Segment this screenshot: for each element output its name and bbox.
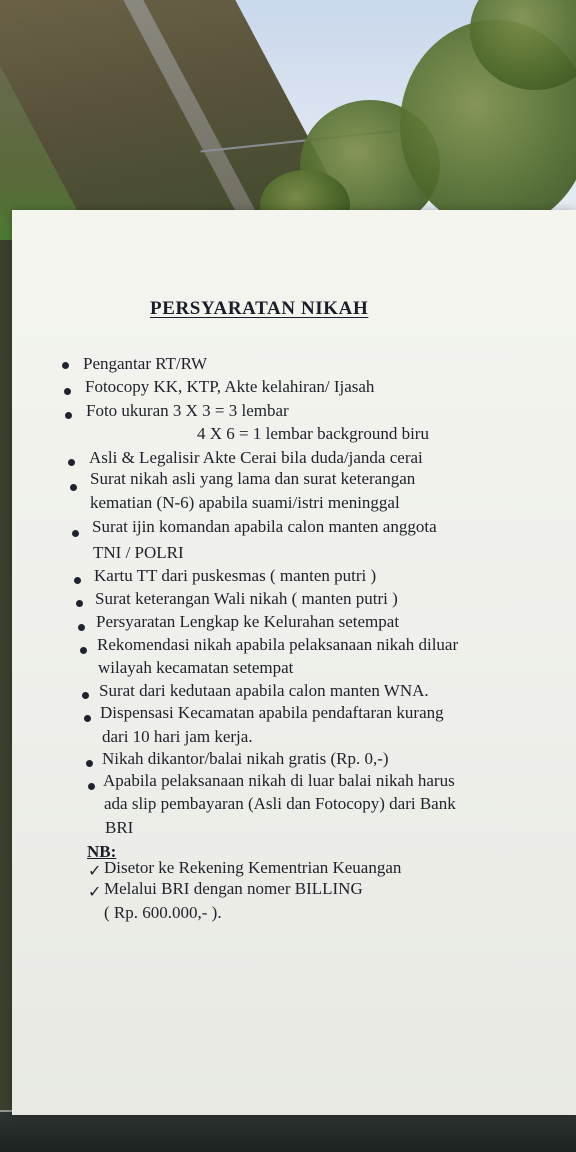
requirement-line: TNI / POLRI <box>93 543 184 562</box>
requirement-line: Persyaratan Lengkap ke Kelurahan setempat <box>96 612 400 631</box>
bullet-dot <box>86 760 93 767</box>
background-scene <box>0 0 576 240</box>
notice-title: PERSYARATAN NIKAH <box>150 298 369 319</box>
requirement-line: Asli & Legalisir Akte Cerai bila duda/janda cerai <box>89 448 423 467</box>
requirement-line: 4 X 6 = 1 lembar background biru <box>197 424 429 443</box>
requirement-line: ada slip pembayaran (Asli dan Fotocopy) dari Bank <box>104 794 456 813</box>
bullet-dot <box>74 577 81 584</box>
requirement-line: Surat ijin komandan apabila calon manten anggota <box>92 517 437 536</box>
requirement-line: dari 10 hari jam kerja. <box>102 727 253 746</box>
requirement-line: kematian (N-6) apabila suami/istri meninggal <box>90 493 400 512</box>
check-icon: ✓ <box>88 882 102 901</box>
bullet-dot <box>76 600 83 607</box>
requirement-line: Kartu TT dari puskesmas ( manten putri ) <box>94 566 377 585</box>
bullet-dot <box>80 647 87 654</box>
bullet-dot <box>82 692 89 699</box>
bullet-dot <box>64 388 71 395</box>
nb-label: NB: <box>87 842 117 861</box>
requirement-line: Fotocopy KK, KTP, Akte kelahiran/ Ijasah <box>85 377 375 396</box>
check-icon: ✓ <box>88 861 102 880</box>
requirement-line: wilayah kecamatan setempat <box>98 658 294 677</box>
requirement-line: Dispensasi Kecamatan apabila pendaftaran kurang <box>100 703 444 722</box>
requirement-line: Surat nikah asli yang lama dan surat keterangan <box>90 469 416 488</box>
bullet-dot <box>62 362 69 369</box>
nb-line: Melalui BRI dengan nomer BILLING <box>104 879 363 898</box>
requirement-line: Surat dari kedutaan apabila calon manten WNA. <box>99 681 429 700</box>
bullet-dot <box>84 715 91 722</box>
requirement-line: Apabila pelaksanaan nikah di luar balai nikah harus <box>103 771 455 790</box>
nb-line: ( Rp. 600.000,- ). <box>104 903 222 922</box>
nb-line: Disetor ke Rekening Kementrian Keuangan <box>104 858 402 877</box>
requirement-line: Rekomendasi nikah apabila pelaksanaan nikah diluar <box>97 635 459 654</box>
bottom-frame <box>0 1112 576 1152</box>
requirement-line: Surat keterangan Wali nikah ( manten putri ) <box>95 589 398 608</box>
bullet-dot <box>78 624 85 631</box>
bullet-dot <box>88 783 95 790</box>
notice-paper <box>12 210 576 1115</box>
requirement-line: Pengantar RT/RW <box>83 354 208 373</box>
bullet-dot <box>68 459 75 466</box>
requirement-line: BRI <box>105 818 134 837</box>
requirement-line: Foto ukuran 3 X 3 = 3 lembar <box>86 401 289 420</box>
requirement-line: Nikah dikantor/balai nikah gratis (Rp. 0,-) <box>102 749 389 768</box>
bullet-dot <box>70 484 77 491</box>
bullet-dot <box>72 530 79 537</box>
bullet-dot <box>65 412 72 419</box>
